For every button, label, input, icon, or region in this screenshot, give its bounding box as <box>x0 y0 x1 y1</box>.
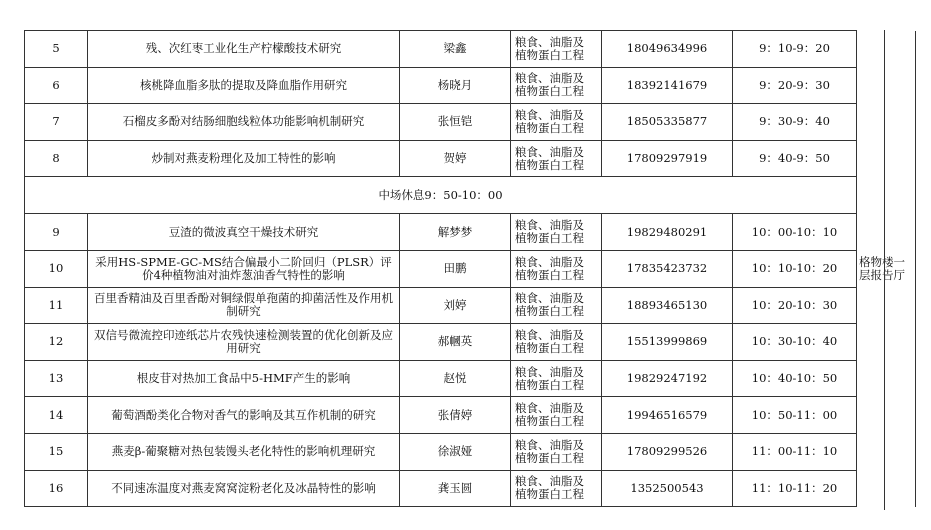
report-title: 豆渣的微波真空干燥技术研究 <box>88 214 400 251</box>
research-group: 粮食、油脂及植物蛋白工程 <box>515 474 584 502</box>
venue-cell <box>857 31 916 507</box>
research-group: 粮食、油脂及植物蛋白工程 <box>515 71 584 99</box>
phone-number: 17809299526 <box>602 433 733 470</box>
schedule-body <box>25 31 916 507</box>
report-title: 百里香精油及百里香酚对铜绿假单孢菌的抑菌活性及作用机制研究 <box>88 287 400 324</box>
presenter-name: 杨晓月 <box>400 67 511 104</box>
table-row <box>25 140 916 177</box>
time-slot: 10：10-10：20 <box>733 250 857 287</box>
research-group: 粮食、油脂及植物蛋白工程 <box>515 107 584 135</box>
table-row <box>25 397 916 434</box>
report-title: 核桃降血脂多肽的提取及降血脂作用研究 <box>88 67 400 104</box>
report-title: 根皮苷对热加工食品中5-HMF产生的影响 <box>88 360 400 397</box>
research-group: 粮食、油脂及植物蛋白工程 <box>515 291 584 319</box>
report-title: 葡萄酒酚类化合物对香气的影响及其互作机制的研究 <box>88 397 400 434</box>
row-number: 13 <box>25 360 88 397</box>
row-number: 16 <box>25 470 88 507</box>
break-row <box>25 177 916 214</box>
phone-number: 15513999869 <box>602 324 733 361</box>
time-slot: 10：20-10：30 <box>733 287 857 324</box>
time-slot: 9：30-9：40 <box>733 104 857 141</box>
research-group: 粮食、油脂及植物蛋白工程 <box>515 218 584 246</box>
presenter-name: 刘婷 <box>400 287 511 324</box>
time-slot: 10：40-10：50 <box>733 360 857 397</box>
presenter-name: 贺婷 <box>400 140 511 177</box>
phone-number: 18392141679 <box>602 67 733 104</box>
row-number: 12 <box>25 324 88 361</box>
row-number: 11 <box>25 287 88 324</box>
phone-number: 17809297919 <box>602 140 733 177</box>
report-title: 石榴皮多酚对结肠细胞线粒体功能影响机制研究 <box>88 104 400 141</box>
table-row <box>25 31 916 68</box>
presenter-name: 张倩婷 <box>400 397 511 434</box>
row-number: 7 <box>25 104 88 141</box>
phone-number: 18505335877 <box>602 104 733 141</box>
report-title: 双信号微流控印迹纸芯片农残快速检测装置的优化创新及应用研究 <box>88 324 400 361</box>
row-number: 5 <box>25 31 88 68</box>
outer-border-line <box>884 30 885 510</box>
table-row <box>25 104 916 141</box>
row-number: 14 <box>25 397 88 434</box>
report-title: 不同速冻温度对燕麦窝窝淀粉老化及冰晶特性的影响 <box>88 470 400 507</box>
research-group: 粮食、油脂及植物蛋白工程 <box>515 437 584 465</box>
table-row <box>25 324 916 361</box>
table-row <box>25 433 916 470</box>
phone-number: 19829480291 <box>602 214 733 251</box>
presenter-name: 梁鑫 <box>400 31 511 68</box>
time-slot: 10：00-10：10 <box>733 214 857 251</box>
row-number: 6 <box>25 67 88 104</box>
row-number: 9 <box>25 214 88 251</box>
table-row <box>25 214 916 251</box>
time-slot: 10：30-10：40 <box>733 324 857 361</box>
row-number: 15 <box>25 433 88 470</box>
row-number: 8 <box>25 140 88 177</box>
presenter-name: 郝幗英 <box>400 324 511 361</box>
research-group: 粮食、油脂及植物蛋白工程 <box>515 401 584 429</box>
report-title: 采用HS-SPME-GC-MS结合偏最小二阶回归（PLSR）评价4种植物油对油炸葱油香气特性的影响 <box>88 250 400 287</box>
phone-number: 1352500543 <box>602 470 733 507</box>
presenter-name: 解梦梦 <box>400 214 511 251</box>
phone-number: 18893465130 <box>602 287 733 324</box>
table-row <box>25 470 916 507</box>
venue-label: 格物楼一层报告厅 <box>859 254 905 282</box>
table-row <box>25 250 916 287</box>
break-label: 中场休息9：50-10：00 <box>25 177 857 214</box>
research-group: 粮食、油脂及植物蛋白工程 <box>515 254 584 282</box>
phone-number: 19829247192 <box>602 360 733 397</box>
time-slot: 9：10-9：20 <box>733 31 857 68</box>
presenter-name: 田鹏 <box>400 250 511 287</box>
row-number: 10 <box>25 250 88 287</box>
table-row <box>25 360 916 397</box>
presenter-name: 张恒铠 <box>400 104 511 141</box>
report-title: 残、次红枣工业化生产柠檬酸技术研究 <box>88 31 400 68</box>
phone-number: 19946516579 <box>602 397 733 434</box>
presenter-name: 龚玉圆 <box>400 470 511 507</box>
table-row <box>25 67 916 104</box>
presenter-name: 赵悦 <box>400 360 511 397</box>
research-group: 粮食、油脂及植物蛋白工程 <box>515 364 584 392</box>
research-group: 粮食、油脂及植物蛋白工程 <box>515 144 584 172</box>
time-slot: 9：40-9：50 <box>733 140 857 177</box>
time-slot: 11：00-11：10 <box>733 433 857 470</box>
report-title: 炒制对燕麦粉理化及加工特性的影响 <box>88 140 400 177</box>
time-slot: 10：50-11：00 <box>733 397 857 434</box>
time-slot: 11：10-11：20 <box>733 470 857 507</box>
research-group: 粮食、油脂及植物蛋白工程 <box>515 34 584 62</box>
phone-number: 17835423732 <box>602 250 733 287</box>
time-slot: 9：20-9：30 <box>733 67 857 104</box>
presenter-name: 徐淑娅 <box>400 433 511 470</box>
research-group: 粮食、油脂及植物蛋白工程 <box>515 327 584 355</box>
schedule-table <box>24 30 916 507</box>
table-row <box>25 287 916 324</box>
phone-number: 18049634996 <box>602 31 733 68</box>
report-title: 燕麦β-葡聚糖对热包装馒头老化特性的影响机理研究 <box>88 433 400 470</box>
